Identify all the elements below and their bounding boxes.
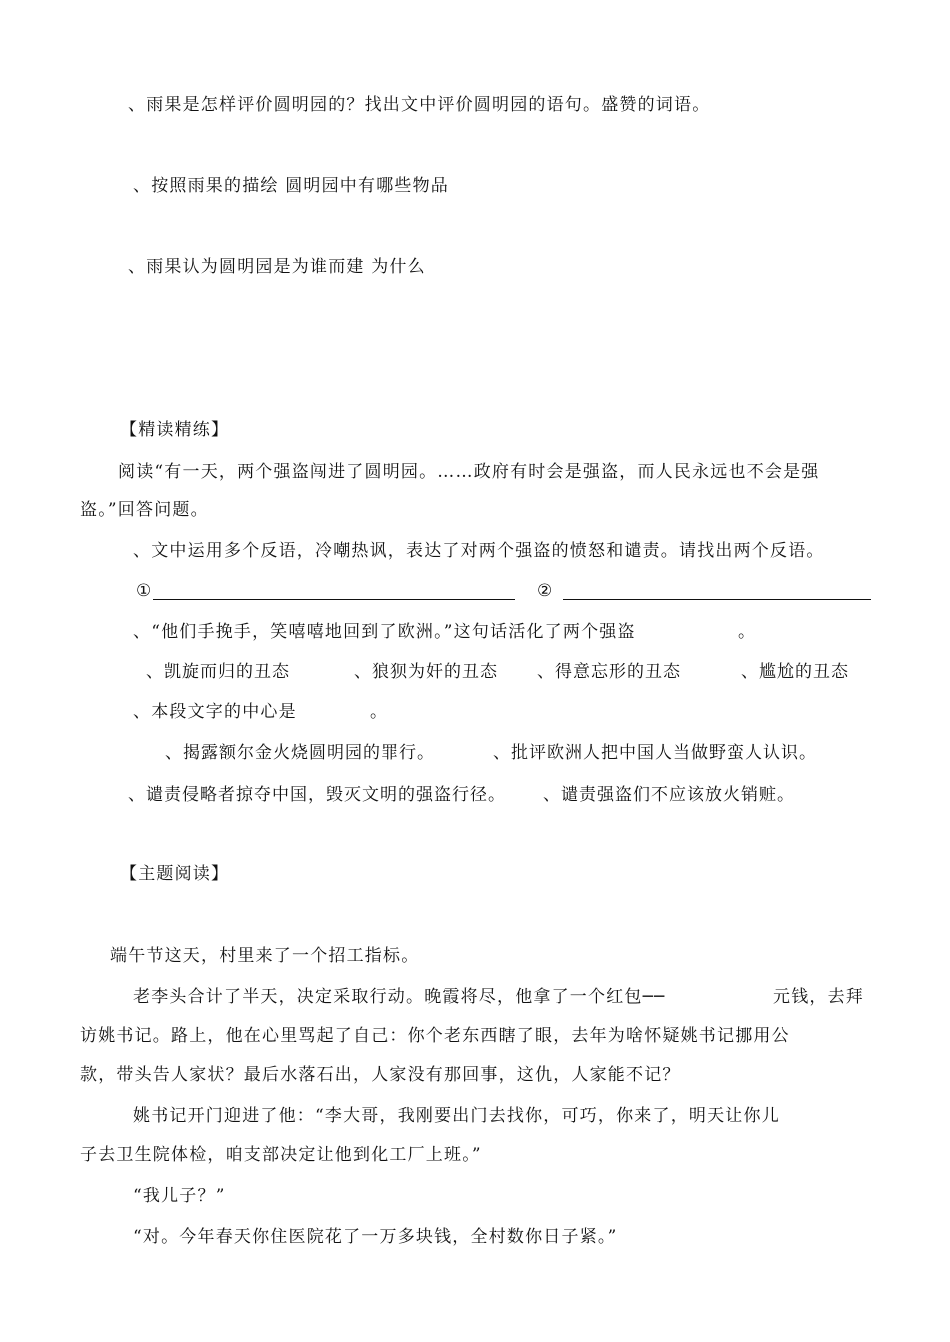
intro-line-2: 盗。”回答问题。 <box>80 500 209 520</box>
story-paragraph-2-line-2: 访姚书记。路上，他在心里骂起了自己：你个老东西瞎了眼，去年为啥怀疑姚书记挪用公 <box>80 1026 790 1046</box>
story-paragraph-3-line-2: 子去卫生院体检，咱支部决定让他到化工厂上班。” <box>80 1145 482 1165</box>
option-d[interactable]: 、尴尬的丑态 <box>741 662 849 682</box>
answer-blank-1[interactable] <box>153 599 515 600</box>
story-paragraph-2-line-1a: 老李头合计了半天，决定采取行动。晚霞将尽，他拿了一个红包── <box>133 987 666 1007</box>
story-paragraph-1: 端午节这天，村里来了一个招工指标。 <box>110 946 420 966</box>
question-sentence-end: 。 <box>738 622 757 642</box>
option-a[interactable]: 、凯旋而归的丑态 <box>146 662 290 682</box>
blank-label-2: ② <box>537 581 554 601</box>
section-heading-intensive: 【精读精练】 <box>120 420 230 440</box>
center-option-b[interactable]: 、批评欧洲人把中国人当做野蛮人认识。 <box>493 743 817 763</box>
option-b[interactable]: 、狼狈为奸的丑态 <box>354 662 498 682</box>
question-center: 、本段文字的中心是 <box>133 702 297 722</box>
question-evaluation: 、雨果是怎样评价圆明园的？找出文中评价圆明园的语句。盛赞的词语。 <box>128 95 711 115</box>
question-sentence: 、“他们手挽手，笑嘻嘻地回到了欧洲。”这句话活化了两个强盗 <box>133 622 636 642</box>
center-option-d[interactable]: 、谴责强盗们不应该放火销赃。 <box>543 785 795 805</box>
question-center-end: 。 <box>370 702 389 722</box>
question-irony: 、文中运用多个反语，冷嘲热讽，表达了对两个强盗的愤怒和谴责。请找出两个反语。 <box>133 541 825 561</box>
question-items: 、按照雨果的描绘 圆明园中有哪些物品 <box>133 176 450 196</box>
story-paragraph-2-line-3: 款，带头告人家状？最后水落石出，人家没有那回事，这仇，人家能不记？ <box>80 1065 681 1085</box>
center-option-c[interactable]: 、谴责侵略者掠夺中国，毁灭文明的强盗行径。 <box>128 785 506 805</box>
answer-blank-2[interactable] <box>563 599 871 600</box>
story-paragraph-4: “我儿子？” <box>133 1186 226 1206</box>
section-heading-theme: 【主题阅读】 <box>120 864 230 884</box>
question-purpose: 、雨果认为圆明园是为谁而建 为什么 <box>128 257 426 277</box>
story-paragraph-3-line-1: 姚书记开门迎进了他：“李大哥，我刚要出门去找你，可巧，你来了，明天让你儿 <box>133 1106 780 1126</box>
intro-line-1: 阅读“有一天，两个强盗闯进了圆明园。……政府有时会是强盗，而人民永远也不会是强 <box>118 462 820 482</box>
blank-label-1: ① <box>136 581 153 601</box>
story-paragraph-2-line-1b: 元钱，去拜 <box>773 987 864 1007</box>
story-paragraph-5: “对。今年春天你住医院花了一万多块钱，全村数你日子紧。” <box>133 1227 618 1247</box>
center-option-a[interactable]: 、揭露额尔金火烧圆明园的罪行。 <box>165 743 435 763</box>
option-c[interactable]: 、得意忘形的丑态 <box>537 662 681 682</box>
